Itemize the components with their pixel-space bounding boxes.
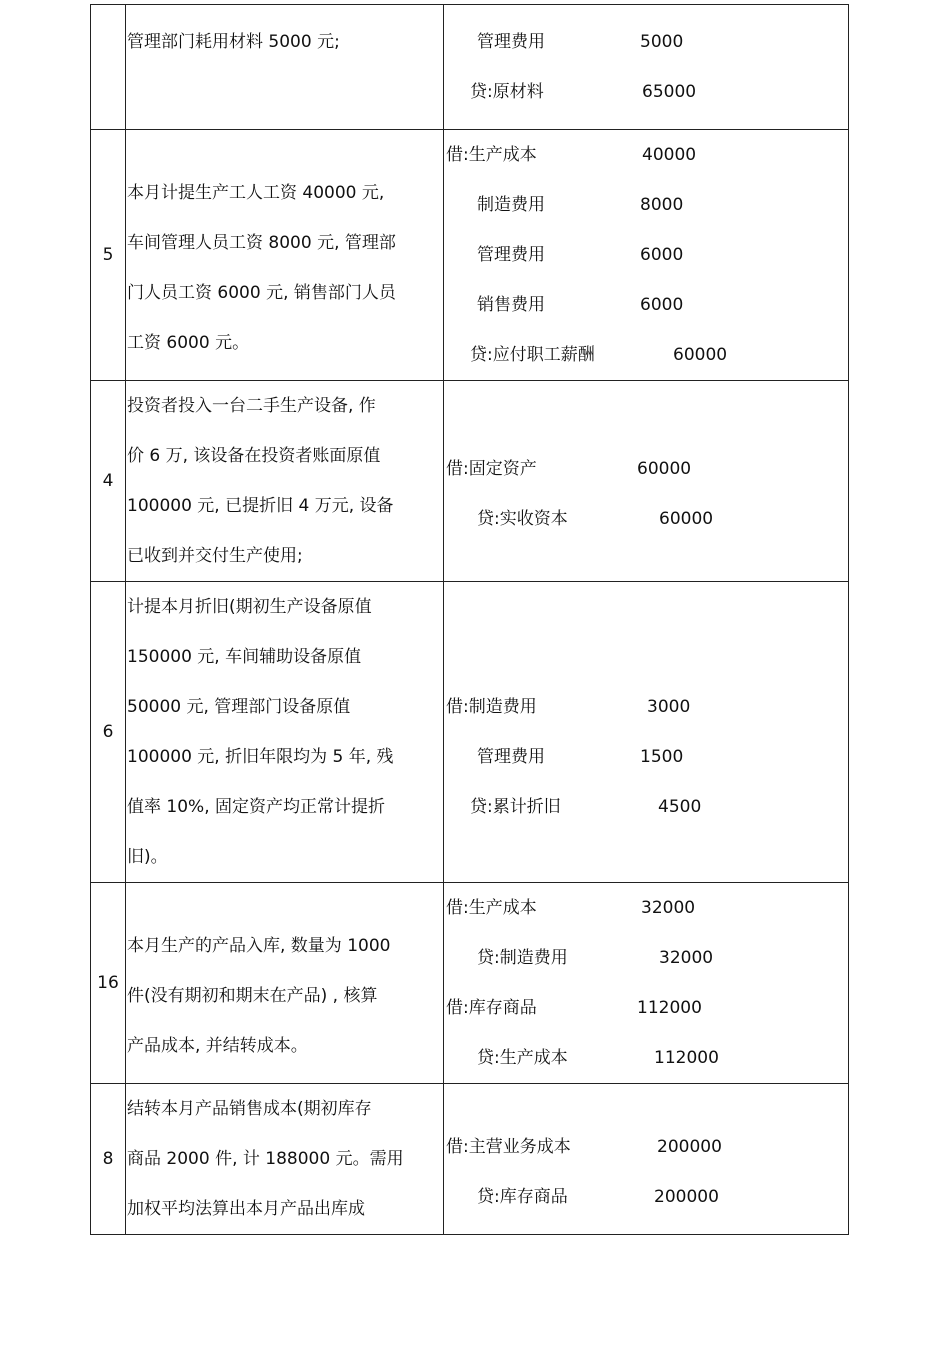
debit-line [444, 983, 848, 1033]
amount: 40000 [642, 145, 697, 165]
entry-number: 8 [91, 1084, 126, 1235]
description-line: 本月生产的产品入库, 数量为 1000 [127, 935, 391, 956]
amount: 6000 [640, 295, 684, 315]
description-line: 商品 2000 件, 计 188000 元。需用 [127, 1149, 404, 1169]
amount: 60000 [637, 458, 692, 479]
description-line: 工资 6000 元。 [127, 332, 250, 353]
description-line: 件(没有期初和期末在产品) , 核算 [127, 985, 378, 1006]
amount: 1500 [640, 747, 684, 767]
description-line: 加权平均法算出本月产品出库成 [127, 1199, 365, 1219]
debit-line [444, 130, 848, 180]
amount: 5000 [640, 32, 684, 52]
amount: 4500 [658, 797, 702, 817]
debit-line [444, 444, 848, 494]
debit-line [444, 682, 848, 732]
account-name: 借:固定资产 [446, 458, 537, 479]
amount: 32000 [641, 898, 696, 918]
amount: 6000 [640, 245, 684, 265]
debit-line [444, 280, 848, 330]
account-name: 管理费用 [477, 32, 545, 52]
description-line: 投资者投入一台二手生产设备, 作 [127, 396, 376, 416]
table-row [91, 883, 849, 1084]
journal-entry [444, 381, 849, 582]
debit-line [444, 230, 848, 280]
debit-line [444, 883, 848, 933]
journal-entry [444, 582, 849, 883]
entry-number: 16 [91, 883, 126, 1084]
transaction-description [126, 1084, 444, 1235]
amount: 200000 [654, 1186, 719, 1207]
account-name: 管理费用 [477, 245, 545, 265]
amount: 112000 [637, 998, 702, 1018]
debit-line [444, 732, 848, 782]
account-name: 借:生产成本 [446, 898, 537, 918]
credit-line [444, 494, 848, 544]
account-name: 贷:原材料 [470, 82, 544, 102]
description-line: 车间管理人员工资 8000 元, 管理部 [127, 232, 396, 253]
table-row [91, 130, 849, 381]
credit-line [444, 67, 848, 117]
description-line: 本月计提生产工人工资 40000 元, [127, 182, 385, 203]
transaction-description [126, 883, 444, 1084]
journal-entry [444, 130, 849, 381]
transaction-description [126, 381, 444, 582]
transaction-description [126, 130, 444, 381]
amount: 3000 [647, 697, 691, 717]
description-line: 100000 元, 已提折旧 4 万元, 设备 [127, 496, 394, 516]
table-row [91, 381, 849, 582]
description-line: 产品成本, 并结转成本。 [127, 1035, 308, 1056]
amount: 8000 [640, 195, 684, 215]
amount: 60000 [659, 508, 714, 529]
description-line: 值率 10%, 固定资产均正常计提折 [127, 797, 385, 817]
description-line: 旧)。 [127, 847, 168, 867]
description-line: 150000 元, 车间辅助设备原值 [127, 647, 362, 667]
credit-line [444, 933, 848, 983]
table-row [91, 5, 849, 130]
debit-line [444, 1122, 848, 1172]
description-line: 管理部门耗用材料 5000 元; [127, 32, 340, 52]
account-name: 贷:库存商品 [477, 1186, 568, 1207]
account-name: 贷:生产成本 [477, 1048, 568, 1068]
amount: 112000 [654, 1048, 719, 1068]
debit-line [444, 17, 848, 67]
account-name: 借:制造费用 [446, 697, 537, 717]
credit-line [444, 330, 848, 380]
account-name: 贷:应付职工薪酬 [470, 345, 595, 365]
description-line: 价 6 万, 该设备在投资者账面原值 [127, 446, 381, 466]
journal-entry-table [90, 4, 849, 1235]
credit-line [444, 1172, 848, 1222]
account-name: 贷:累计折旧 [470, 797, 561, 817]
account-name: 制造费用 [477, 195, 545, 215]
description-line: 已收到并交付生产使用; [127, 546, 303, 566]
journal-entry [444, 883, 849, 1084]
description-line: 结转本月产品销售成本(期初库存 [127, 1099, 372, 1119]
entry-number: 6 [91, 582, 126, 883]
description-line: 门人员工资 6000 元, 销售部门人员 [127, 282, 396, 303]
entry-number [91, 5, 126, 130]
amount: 60000 [673, 345, 728, 365]
description-line: 50000 元, 管理部门设备原值 [127, 697, 351, 717]
description-line: 100000 元, 折旧年限均为 5 年, 残 [127, 747, 394, 767]
account-name: 借:主营业务成本 [446, 1136, 571, 1157]
amount: 32000 [659, 948, 714, 968]
journal-entry [444, 1084, 849, 1235]
account-name: 借:库存商品 [446, 998, 537, 1018]
account-name: 贷:实收资本 [477, 508, 568, 529]
entry-number: 5 [91, 130, 126, 381]
amount: 65000 [642, 82, 697, 102]
account-name: 借:生产成本 [446, 145, 537, 165]
credit-line [444, 782, 848, 832]
debit-line [444, 180, 848, 230]
entry-number: 4 [91, 381, 126, 582]
account-name: 贷:制造费用 [477, 948, 568, 968]
account-name: 销售费用 [477, 295, 545, 315]
table-row [91, 582, 849, 883]
account-name: 管理费用 [477, 747, 545, 767]
credit-line [444, 1033, 848, 1083]
transaction-description [126, 5, 444, 130]
table-row [91, 1084, 849, 1235]
journal-entry [444, 5, 849, 130]
amount: 200000 [657, 1136, 722, 1157]
description-line: 计提本月折旧(期初生产设备原值 [127, 597, 372, 617]
transaction-description [126, 582, 444, 883]
description-line [126, 67, 443, 117]
